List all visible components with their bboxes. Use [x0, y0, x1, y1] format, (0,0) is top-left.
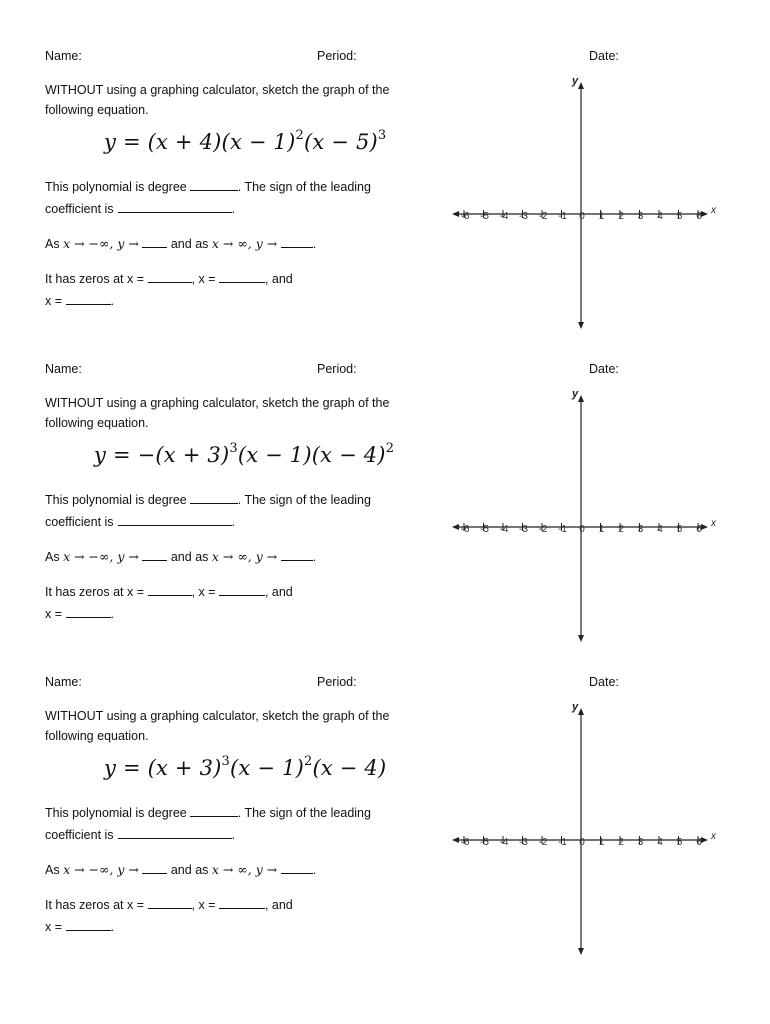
equation-lead: y = (x + 3) — [104, 756, 222, 780]
x-tick-label: 3 — [637, 837, 644, 848]
x-tick-label: -1 — [558, 837, 567, 848]
degree-blank[interactable] — [190, 179, 238, 191]
equation-mid: (x − 1)(x − 4) — [237, 443, 386, 467]
x-tick-label: -3 — [519, 211, 528, 222]
zero-blank-1[interactable] — [148, 271, 192, 283]
degree-line: This polynomial is degree . The sign of the leading — [45, 180, 371, 194]
x-tick-label: 5 — [676, 837, 683, 848]
y-axis-down-arrow-icon — [578, 322, 584, 329]
x-tick-label: -4 — [499, 837, 509, 848]
equation — [94, 443, 394, 467]
y-axis-up-arrow-icon — [578, 82, 584, 89]
x-tick-label: -4 — [499, 524, 509, 535]
x-tick-label: -4 — [499, 211, 509, 222]
x-tick-label: 5 — [676, 524, 683, 535]
zero-blank-2[interactable] — [219, 584, 265, 596]
instructions: WITHOUT using a graphing calculator, sketch the graph of the following equation. — [45, 83, 390, 117]
exponent-2: 3 — [377, 128, 387, 143]
coordinate-axes — [448, 390, 718, 642]
x-tick-label: 6 — [696, 211, 702, 222]
coefficient-blank[interactable] — [118, 827, 232, 839]
x-tick-label: -2 — [538, 837, 548, 848]
x-tick-label: -1 — [558, 524, 567, 535]
x-tick-label: 0 — [579, 837, 585, 848]
x-tick-label: -3 — [519, 524, 528, 535]
x-tick-label: 4 — [657, 524, 663, 535]
left-end-blank[interactable] — [142, 236, 167, 248]
x-axis-label: x — [711, 518, 716, 529]
name-label: Name: — [45, 362, 82, 376]
coefficient-blank[interactable] — [118, 514, 232, 526]
degree-line: This polynomial is degree . The sign of the leading — [45, 493, 371, 507]
x-tick-label: -6 — [460, 211, 470, 222]
x-tick-label: 0 — [579, 524, 585, 535]
zeros-line: It has zeros at x = , x = , and — [45, 272, 293, 286]
coordinate-axes — [448, 77, 718, 329]
problem-1 — [0, 49, 770, 362]
x-tick-label: 1 — [598, 837, 605, 848]
name-label: Name: — [45, 675, 82, 689]
right-end-blank[interactable] — [281, 236, 313, 248]
zero-blank-3[interactable] — [66, 919, 111, 931]
period-label: Period: — [317, 49, 357, 63]
exponent-1: 3 — [221, 754, 231, 769]
x-axis-right-arrow-icon — [701, 524, 708, 530]
y-axis-label: y — [572, 77, 579, 87]
equation-mid: (x − 1) — [230, 756, 304, 780]
instructions: WITHOUT using a graphing calculator, sketch the graph of the following equation. — [45, 396, 390, 430]
zeros-line-2: x = . — [45, 607, 114, 621]
equation-tail: (x − 4) — [312, 756, 387, 780]
x-tick-label: 4 — [657, 837, 663, 848]
x-tick-label: 1 — [598, 524, 605, 535]
x-tick-label: -2 — [538, 211, 548, 222]
x-tick-label: 5 — [676, 211, 683, 222]
x-tick-label: 3 — [637, 211, 644, 222]
zero-blank-2[interactable] — [219, 897, 265, 909]
zero-blank-2[interactable] — [219, 271, 265, 283]
x-axis-right-arrow-icon — [701, 211, 708, 217]
y-axis-up-arrow-icon — [578, 708, 584, 715]
name-label: Name: — [45, 49, 82, 63]
coefficient-line: coefficient is . — [45, 828, 236, 842]
date-label: Date: — [589, 362, 619, 376]
x-tick-label: -6 — [460, 524, 470, 535]
problem-3 — [0, 675, 770, 988]
zeros-line-2: x = . — [45, 920, 114, 934]
x-axis-label: x — [711, 831, 716, 842]
x-axis-left-arrow-icon — [452, 837, 459, 843]
coefficient-line: coefficient is . — [45, 202, 236, 216]
period-label: Period: — [317, 675, 357, 689]
equation-mid: (x − 5) — [303, 130, 378, 154]
x-axis-right-arrow-icon — [701, 837, 708, 843]
y-axis-down-arrow-icon — [578, 948, 584, 955]
y-axis-label: y — [572, 703, 579, 713]
x-tick-label: 3 — [637, 524, 644, 535]
problem-2 — [0, 362, 770, 675]
zero-blank-1[interactable] — [148, 897, 192, 909]
x-tick-label: 6 — [696, 524, 702, 535]
y-axis-down-arrow-icon — [578, 635, 584, 642]
exponent-2: 2 — [303, 754, 313, 769]
instructions: WITHOUT using a graphing calculator, sketch the graph of the following equation. — [45, 709, 390, 743]
equation — [104, 756, 386, 780]
x-tick-label: -5 — [480, 837, 489, 848]
x-tick-label: -2 — [538, 524, 548, 535]
x-tick-label: 6 — [696, 837, 702, 848]
equation-lead: y = −(x + 3) — [94, 443, 230, 467]
x-axis-left-arrow-icon — [452, 211, 459, 217]
degree-blank[interactable] — [190, 492, 238, 504]
right-end-blank[interactable] — [281, 862, 313, 874]
y-axis-label: y — [572, 390, 579, 400]
right-end-blank[interactable] — [281, 549, 313, 561]
zero-blank-3[interactable] — [66, 293, 111, 305]
left-end-blank[interactable] — [142, 549, 167, 561]
x-tick-label: -5 — [480, 211, 489, 222]
zeros-line-2: x = . — [45, 294, 114, 308]
x-tick-label: -3 — [519, 837, 528, 848]
exponent-1: 2 — [295, 128, 304, 143]
y-axis-up-arrow-icon — [578, 395, 584, 402]
x-tick-label: 0 — [579, 211, 585, 222]
x-axis-label: x — [711, 205, 716, 216]
date-label: Date: — [589, 675, 619, 689]
x-tick-label: 4 — [657, 211, 663, 222]
degree-blank[interactable] — [190, 805, 238, 817]
coefficient-line: coefficient is . — [45, 515, 236, 529]
period-label: Period: — [317, 362, 357, 376]
equation-lead: y = (x + 4)(x − 1) — [104, 130, 296, 154]
degree-line: This polynomial is degree . The sign of the leading — [45, 806, 371, 820]
x-tick-label: 1 — [598, 211, 605, 222]
x-tick-label: 2 — [618, 211, 624, 222]
coefficient-blank[interactable] — [118, 201, 232, 213]
end-behavior-line: As x → −∞, y → and as x → ∞, y → . — [45, 862, 317, 877]
exponent-1: 3 — [229, 441, 238, 456]
equation — [104, 130, 386, 154]
x-tick-label: -1 — [558, 211, 567, 222]
exponent-2: 2 — [385, 441, 395, 456]
end-behavior-line: As x → −∞, y → and as x → ∞, y → . — [45, 549, 317, 564]
x-tick-label: -5 — [480, 524, 489, 535]
zero-blank-3[interactable] — [66, 606, 111, 618]
date-label: Date: — [589, 49, 619, 63]
x-tick-label: -6 — [460, 837, 470, 848]
zero-blank-1[interactable] — [148, 584, 192, 596]
zeros-line: It has zeros at x = , x = , and — [45, 898, 293, 912]
zeros-line: It has zeros at x = , x = , and — [45, 585, 293, 599]
x-tick-label: 2 — [618, 837, 624, 848]
coordinate-axes — [448, 703, 718, 955]
end-behavior-line: As x → −∞, y → and as x → ∞, y → . — [45, 236, 317, 251]
x-tick-label: 2 — [618, 524, 624, 535]
x-axis-left-arrow-icon — [452, 524, 459, 530]
left-end-blank[interactable] — [142, 862, 167, 874]
